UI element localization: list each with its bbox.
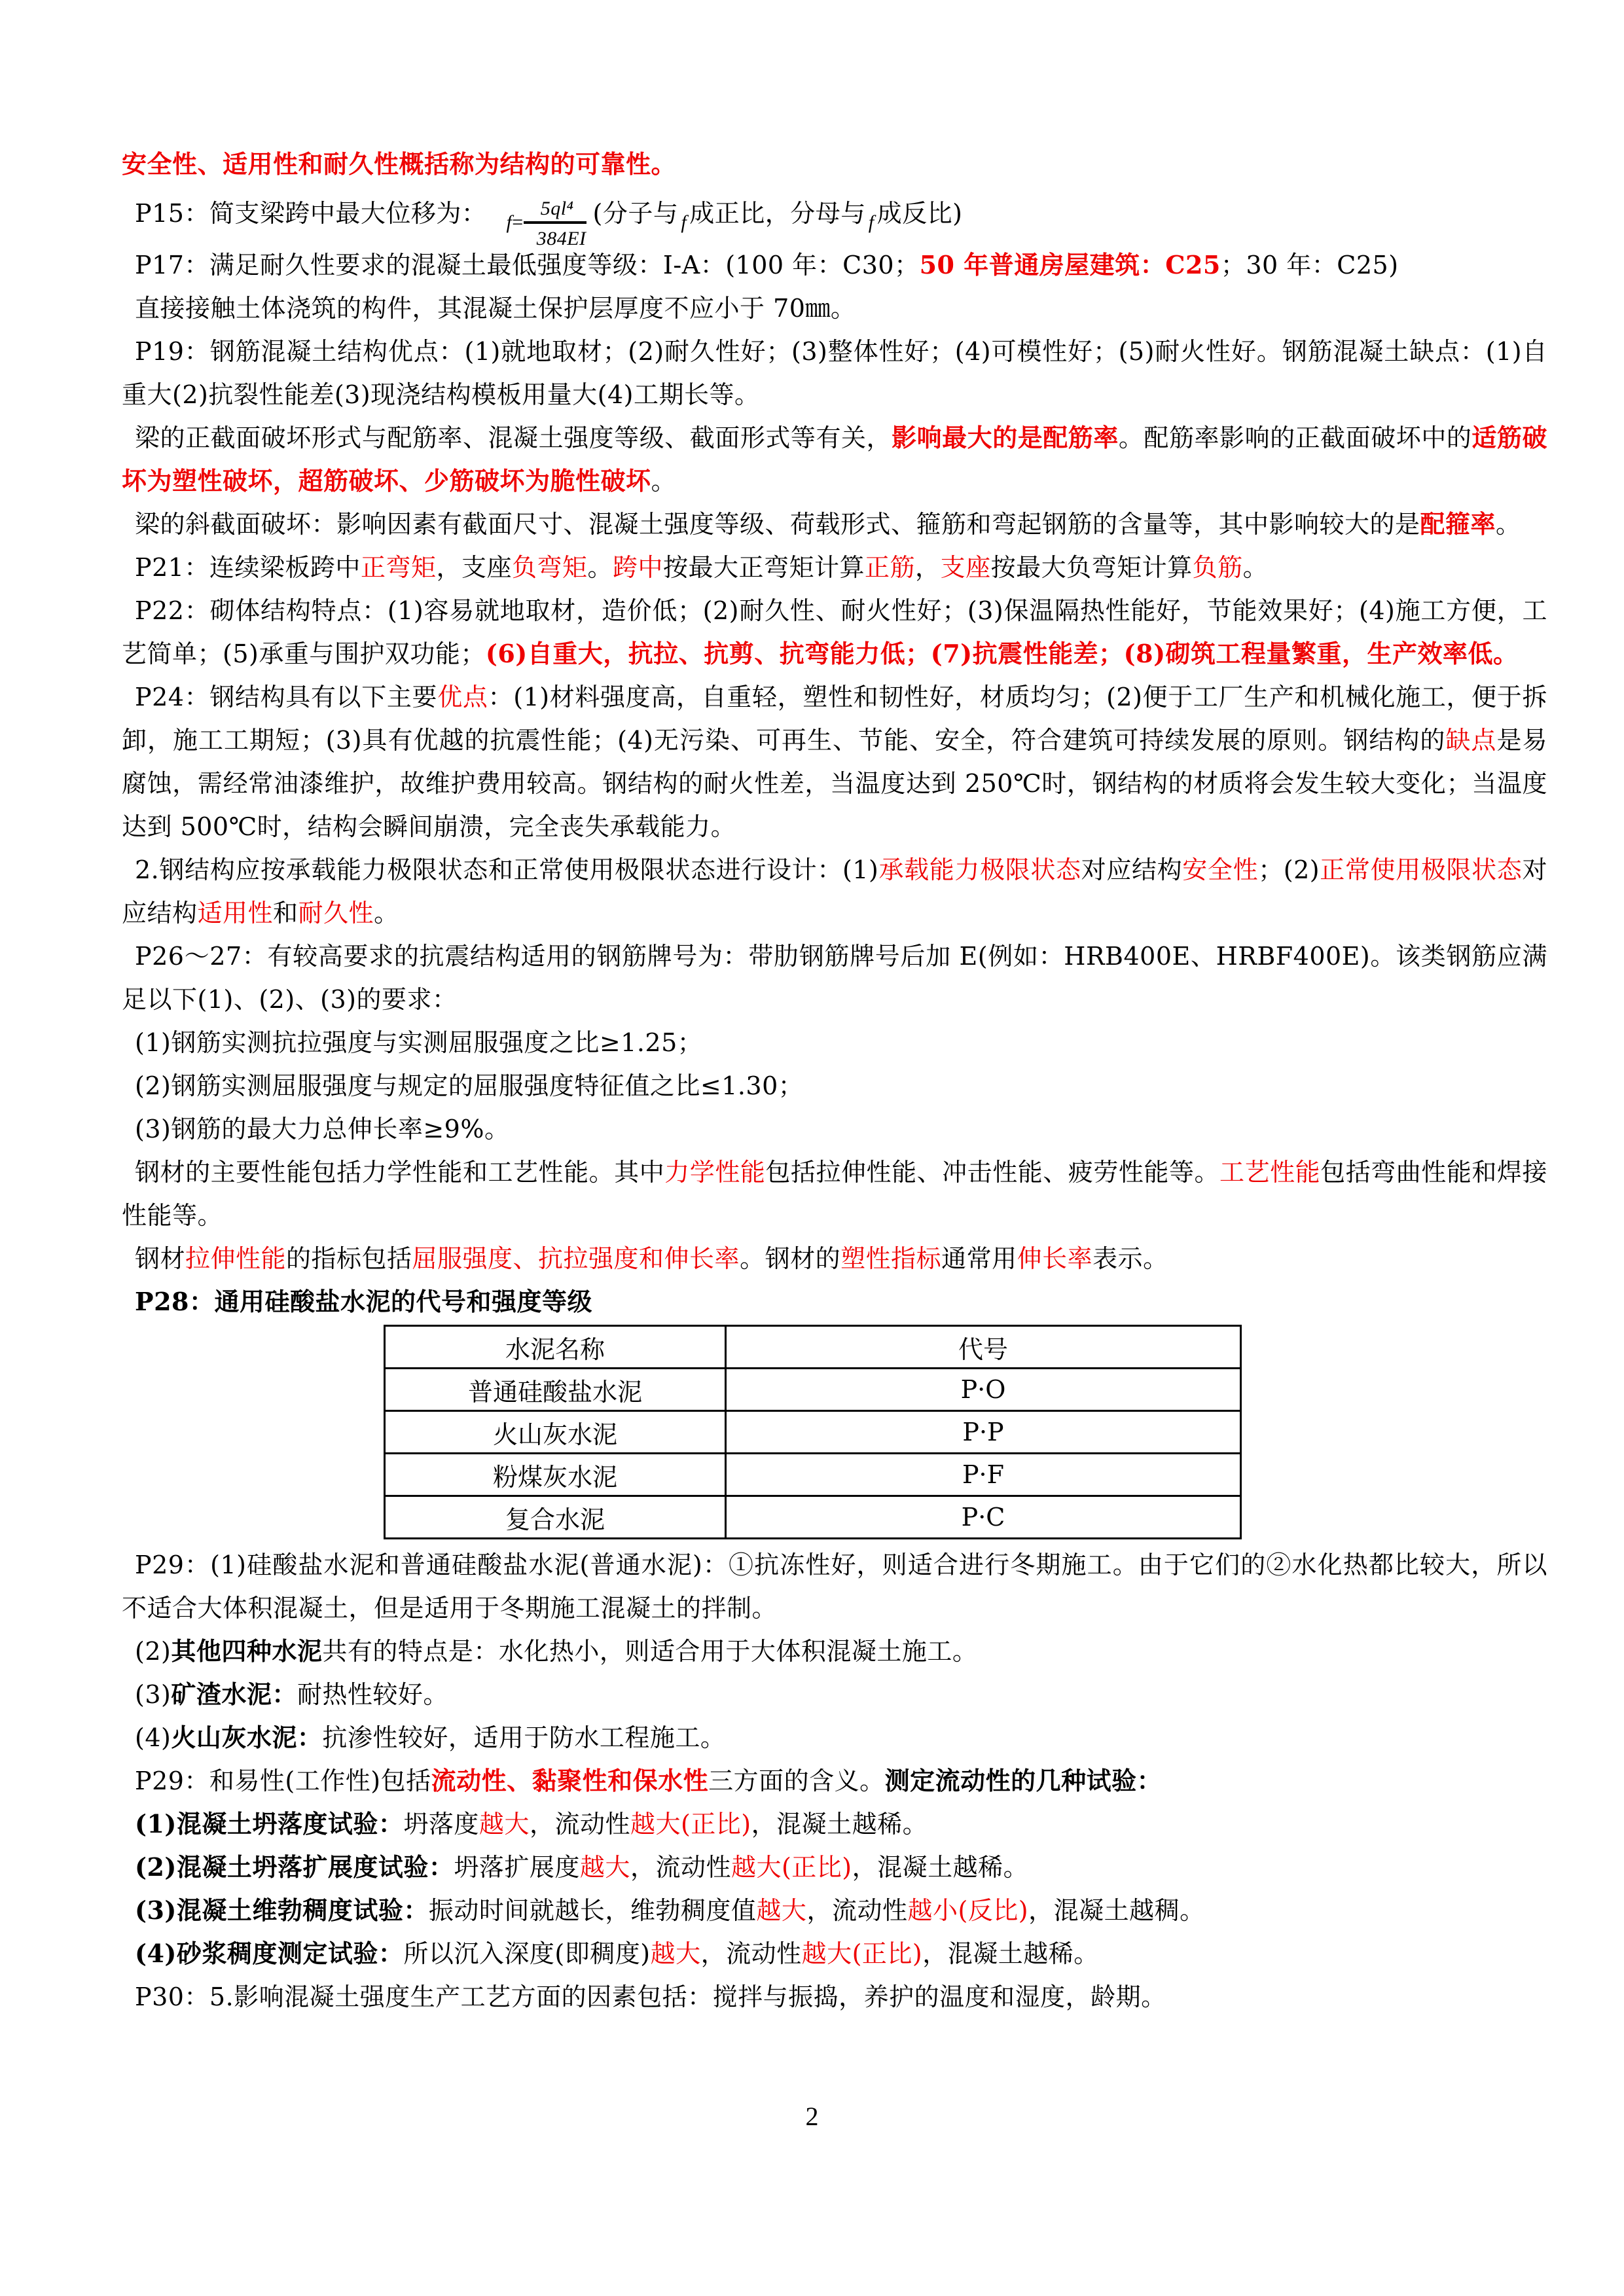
p22-text: P22：砌体结构特点：(1)容易就地取材，造价低；(2)耐久性、耐火性好；(3)保温隔热性能好，节能效果好；(4)施工方便，工艺简单；(5)承重与围护双功能； [122, 596, 1547, 668]
beam2-text-a: 梁的斜截面破坏：影响因素有截面尺寸、混凝土强度等级、荷载形式、箍筋和弯起钢筋的含量等，其中影响较大的是 [135, 510, 1420, 539]
p24-text: 是易腐蚀，需经常油漆维护，故维护费用较高。钢结构的耐火性差，当温度达到 250℃时，钢结构的材质将会发生较大变化；当温度达到 500℃时，结构会瞬间崩溃，完全丧失承载能力。 [122, 726, 1547, 841]
workability-bold: 测定流动性的几种试验： [884, 1766, 1163, 1795]
p17-text-3: ；30 年：C25) [1220, 251, 1399, 279]
p29-item-3 [122, 1673, 1547, 1716]
item-text: 耐热性较好。 [297, 1680, 448, 1709]
document-page [122, 143, 1547, 2018]
test-text: ，混凝土越稀。 [852, 1853, 1029, 1882]
test-name: (2)混凝土坍落扩展度试验： [135, 1852, 454, 1882]
table-cell-code: P·O [726, 1369, 1241, 1411]
table-row [385, 1369, 1241, 1411]
item-bold: 矿渣水泥： [171, 1679, 297, 1709]
p15-label: P15：简支梁跨中最大位移为： [135, 199, 487, 228]
beam2-highlight: 配箍率 [1420, 509, 1496, 539]
table-row [385, 1496, 1241, 1539]
formula-lhs: f [506, 211, 513, 233]
page-number: 2 [805, 2102, 819, 2131]
p15-paragraph [122, 186, 1547, 249]
test-text: 坍落扩展度 [454, 1853, 580, 1882]
test-highlight: 越大 [579, 1853, 630, 1882]
fluidity-test-4 [122, 1932, 1547, 1975]
item-number: (2) [135, 1637, 171, 1666]
p21-highlight: 跨中 [613, 553, 664, 582]
tensile-highlight: 塑性指标 [840, 1244, 942, 1273]
p30-paragraph: P30：5.影响混凝土强度生产工艺方面的因素包括：搅拌与振捣，养护的温度和湿度，龄期。 [135, 1982, 1166, 2011]
test-highlight: 越大(正比) [801, 1939, 923, 1968]
tensile-indicators [122, 1237, 1547, 1280]
test-text: ，流动性 [700, 1939, 802, 1968]
test-text: 所以沉入深度(即稠度) [403, 1939, 651, 1968]
p24-highlight: 缺点 [1445, 726, 1497, 755]
p26-paragraph: P26～27：有较高要求的抗震结构适用的钢筋牌号为：带肋钢筋牌号后加 E(例如：HRB400E、HRBF400E)。该类钢筋应满足以下(1)、(2)、(3)的要求： [122, 942, 1547, 1014]
table-cell-code: P·F [726, 1454, 1241, 1496]
p21-text: ， [915, 553, 941, 582]
formula-equals: = [512, 211, 524, 233]
rebar-requirement-3: (3)钢筋的最大力总伸长率≥9%。 [135, 1115, 510, 1143]
test-name: (4)砂浆稠度测定试验： [135, 1939, 404, 1968]
tensile-text: 表示。 [1092, 1244, 1168, 1273]
table-cell-code: P·P [726, 1411, 1241, 1454]
p21-text: 按最大负弯矩计算 [990, 553, 1193, 582]
steel-text: 包括拉伸性能、冲击性能、疲劳性能等。 [765, 1158, 1220, 1187]
table-cell-name: 复合水泥 [385, 1496, 726, 1539]
beam1-text-a: 梁的正截面破坏形式与配筋率、混凝土强度等级、截面形式等有关， [135, 423, 892, 452]
test-name: (1)混凝土坍落度试验： [135, 1809, 404, 1839]
beam1-text-c: 。 [651, 467, 677, 495]
fluidity-test-3 [122, 1889, 1547, 1932]
limit-text: 2.钢结构应按承载能力极限状态和正常使用极限状态进行设计：(1) [135, 855, 879, 884]
test-highlight: 越大 [756, 1896, 807, 1925]
limit-text: 和 [273, 899, 298, 927]
beam-normal-section [122, 416, 1547, 503]
p28-title: P28：通用硅酸盐水泥的代号和强度等级 [135, 1287, 592, 1316]
p15-note-f1: f [681, 211, 687, 233]
p21-highlight: 正筋 [865, 553, 916, 582]
p21-highlight: 负筋 [1192, 553, 1243, 582]
formula-denominator: 384EI [536, 227, 586, 249]
workability-text: 三方面的含义。 [708, 1767, 885, 1795]
test-highlight: 越大(正比) [630, 1810, 751, 1839]
test-text: ，混凝土越稀。 [751, 1810, 928, 1839]
workability-highlight: 流动性、黏聚性和保水性 [431, 1766, 709, 1795]
p21-paragraph [122, 546, 1547, 589]
p29-item-4 [122, 1716, 1547, 1759]
p24-text: P24：钢结构具有以下主要 [135, 683, 438, 711]
limit-highlight: 适用性 [197, 899, 274, 927]
p22-highlight: (6)自重大，抗拉、抗剪、抗弯能力低；(7)抗震性能差；(8)砌筑工程量繁重，生产效率低。 [485, 639, 1519, 668]
test-text: 振动时间就越长，维勃稠度值 [428, 1896, 757, 1925]
tensile-text: 钢材 [135, 1244, 186, 1273]
p17-cover-thickness: 直接接触土体浇筑的构件，其混凝土保护层厚度不应小于 70㎜。 [135, 294, 856, 323]
p24-text: ：(1)材料强度高，自重轻，塑性和韧性好，材质均匀；(2)便于工厂生产和机械化施工，便于拆卸，施工工期短；(3)具有优越的抗震性能；(4)无污染、可再生、节能、安全，符合建筑可持续发展的原则。钢结构的 [122, 683, 1547, 755]
item-bold: 火山灰水泥： [171, 1723, 323, 1752]
deflection-formula [493, 199, 586, 249]
table-cell-name: 火山灰水泥 [385, 1411, 726, 1454]
item-bold: 其他四种水泥 [171, 1636, 323, 1666]
tensile-text: 。钢材的 [740, 1244, 841, 1273]
p21-text: P21：连续梁板跨中 [135, 553, 361, 582]
p15-note-c: 成反比) [876, 199, 963, 228]
p29-workability [122, 1759, 1547, 1803]
tensile-highlight: 屈服强度、抗拉强度和伸长率 [412, 1244, 740, 1273]
cement-code-table [384, 1325, 1242, 1539]
reliability-definition: 安全性、适用性和耐久性概括称为结构的可靠性。 [122, 149, 677, 179]
steel-highlight: 力学性能 [664, 1158, 766, 1187]
test-text: 坍落度 [403, 1810, 479, 1839]
beam-oblique-section [122, 503, 1547, 546]
tensile-text: 的指标包括 [286, 1244, 412, 1273]
p29-item-2 [122, 1630, 1547, 1673]
limit-highlight: 承载能力极限状态 [878, 855, 1081, 884]
p22-paragraph [122, 589, 1547, 675]
rebar-requirement-2: (2)钢筋实测屈服强度与规定的屈服强度特征值之比≤1.30； [135, 1071, 804, 1100]
limit-text: 对应结构 [122, 855, 1547, 927]
test-highlight: 越大 [650, 1939, 701, 1968]
limit-text: ；(2) [1258, 855, 1320, 884]
p21-text: 。 [587, 553, 613, 582]
tensile-highlight: 拉伸性能 [185, 1244, 287, 1273]
fluidity-test-1 [122, 1803, 1547, 1846]
steel-properties [122, 1151, 1547, 1237]
p21-highlight: 负弯矩 [511, 553, 588, 582]
table-cell-name: 普通硅酸盐水泥 [385, 1369, 726, 1411]
fluidity-test-2 [122, 1846, 1547, 1889]
beam2-text-b: 。 [1496, 510, 1521, 539]
table-cell-name: 粉煤灰水泥 [385, 1454, 726, 1496]
table-row [385, 1454, 1241, 1496]
p17-paragraph [122, 243, 1547, 287]
steel-text: 钢材的主要性能包括力学性能和工艺性能。其中 [135, 1158, 665, 1187]
steel-highlight: 工艺性能 [1219, 1158, 1321, 1187]
p21-highlight: 正弯矩 [360, 553, 437, 582]
table-header-row [385, 1326, 1241, 1369]
p21-text: 按最大正弯矩计算 [663, 553, 865, 582]
steel-design-limit-states [122, 848, 1547, 935]
tensile-text: 通常用 [941, 1244, 1017, 1273]
item-text: 共有的特点是：水化热小，则适合用于大体积混凝土施工。 [322, 1637, 978, 1666]
item-text: 抗渗性较好，适用于防水工程施工。 [322, 1723, 726, 1752]
limit-highlight: 耐久性 [298, 899, 374, 927]
p24-paragraph [122, 675, 1547, 848]
test-text: ，流动性 [529, 1810, 630, 1839]
p15-note-f2: f [868, 211, 875, 233]
test-highlight: 越大 [478, 1810, 530, 1839]
p15-note-b: 成正比，分母与 [689, 199, 866, 228]
test-highlight: 越小(反比) [907, 1896, 1029, 1925]
p24-highlight: 优点 [437, 683, 488, 711]
p29-cement-paragraph: P29：(1)硅酸盐水泥和普通硅酸盐水泥(普通水泥)：①抗冻性好，则适合进行冬期施工。由于它们的②水化热都比较大，所以不适合大体积混凝土，但是适用于冬期施工混凝土的拌制。 [122, 1551, 1547, 1623]
p21-text: 。 [1242, 553, 1269, 582]
item-number: (4) [135, 1723, 171, 1752]
limit-text: 。 [374, 899, 399, 927]
beam1-highlight-1: 影响最大的是配筋率 [892, 423, 1119, 452]
beam1-text-b: 。配筋率影响的正截面破坏中的 [1118, 423, 1472, 452]
p15-note-a: (分子与 [592, 199, 679, 228]
p17-highlight: 50 年普通房屋建筑：C25 [919, 250, 1221, 279]
table-header-name: 水泥名称 [385, 1326, 726, 1369]
test-highlight: 越大(正比) [731, 1853, 852, 1882]
table-cell-code: P·C [726, 1496, 1241, 1539]
formula-numerator: 5ql⁴ [524, 199, 586, 224]
item-number: (3) [135, 1680, 171, 1709]
beam1-highlight-2: 适筋破坏为塑性破坏，超筋破坏、少筋破坏为脆性破坏 [122, 423, 1547, 495]
table-header-code: 代号 [726, 1326, 1241, 1369]
test-text: ，流动性 [630, 1853, 731, 1882]
formula-fraction [524, 199, 586, 249]
rebar-requirement-1: (1)钢筋实测抗拉强度与实测屈服强度之比≥1.25； [135, 1028, 703, 1057]
table-row [385, 1411, 1241, 1454]
limit-highlight: 正常使用极限状态 [1320, 855, 1523, 884]
test-name: (3)混凝土维勃稠度试验： [135, 1895, 429, 1925]
test-text: ，流动性 [806, 1896, 908, 1925]
steel-text: 包括弯曲性能和焊接性能等。 [122, 1158, 1547, 1230]
limit-text: 对应结构 [1081, 855, 1183, 884]
p19-paragraph: P19：钢筋混凝土结构优点：(1)就地取材；(2)耐久性好；(3)整体性好；(4)可模性好；(5)耐火性好。钢筋混凝土缺点：(1)自重大(2)抗裂性能差(3)现浇结构模板用量大(4)工期长等。 [122, 337, 1547, 409]
limit-highlight: 安全性 [1182, 855, 1259, 884]
p21-text: ，支座 [436, 553, 512, 582]
p17-text-1: P17：满足耐久性要求的混凝土最低强度等级：Ⅰ-A：(100 年：C30； [135, 251, 920, 279]
test-text: ，混凝土越稠。 [1028, 1896, 1205, 1925]
tensile-highlight: 伸长率 [1017, 1244, 1093, 1273]
p21-highlight: 支座 [940, 553, 991, 582]
workability-text: P29：和易性(工作性)包括 [135, 1767, 431, 1795]
test-text: ，混凝土越稀。 [922, 1939, 1099, 1968]
